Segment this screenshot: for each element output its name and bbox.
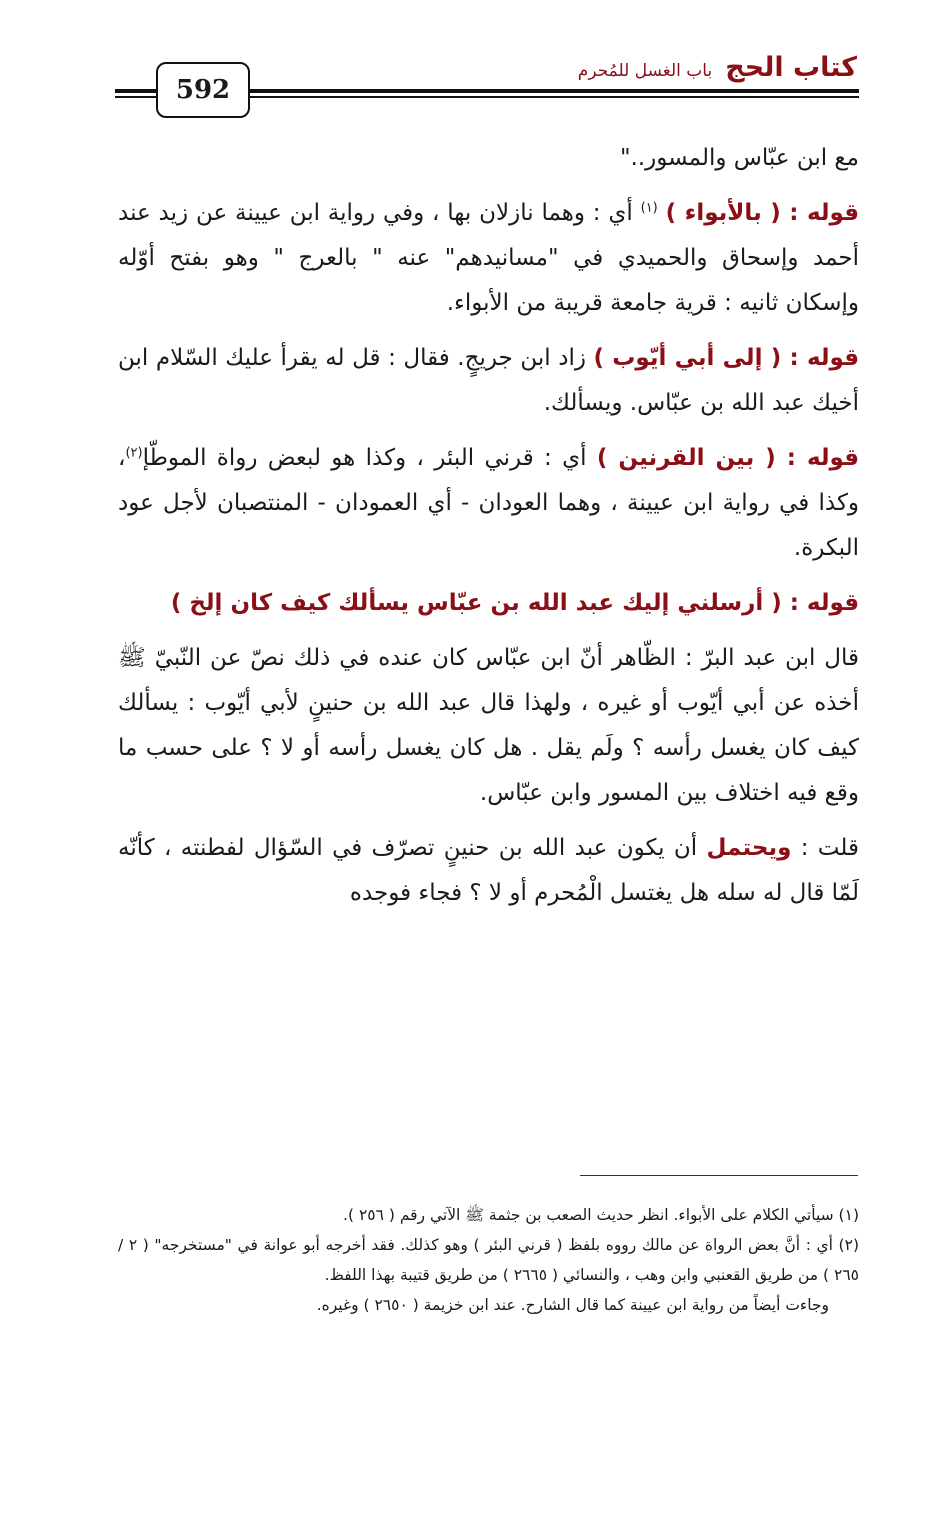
keyword: قوله : ( أرسلني إليك عبد الله بن عبّاس يسألك كيف كان إلخ ) xyxy=(170,590,859,616)
running-header xyxy=(578,52,857,83)
keyword: قوله : ( بالأبواء ) xyxy=(665,200,860,226)
keyword: قوله : ( إلى أبي أيّوب ) xyxy=(593,345,860,371)
keyword: قوله : ( بين القرنين ) xyxy=(596,445,860,471)
paragraph-text: زاد ابن جريجٍ. فقال : قل له يقرأ عليك السّلام ابن أخيك عبد الله بن عبّاس. ويسألك. xyxy=(118,345,859,416)
paragraph xyxy=(118,636,859,816)
paragraph xyxy=(118,581,859,626)
chapter-title: باب الغسل للمُحرم xyxy=(577,61,713,81)
paragraph-text: أي : وهما نازلان بها ، وفي رواية ابن عيينة عن زيد عند أحمد وإسحاق والحميدي في "مسانيدهم" عنه " بالعرج " وهو بفتح أوّله وإسكان ثانيه : قرية جامعة قريبة من الأبواء. xyxy=(118,200,859,316)
paragraph-text: مع ابن عبّاس والمسور.." xyxy=(619,145,859,171)
keyword: ويحتمل xyxy=(706,835,792,861)
footnote: وجاءت أيضاً من رواية ابن عيينة كما قال الشارح. عند ابن خزيمة ( ٢٦٥٠ ) وغيره. xyxy=(316,1296,829,1314)
book-title: كتاب الحج xyxy=(725,52,857,83)
paragraph-text: قال ابن عبد البرّ : الظّاهر أنّ ابن عبّاس كان عنده في ذلك نصّ عن النّبيّ ﷺ أخذه عن أبي أيّوب أو غيره ، ولهذا قال عبد الله بن حنينٍ لأبي أيّوب : يسألك كيف كان يغسل رأسه ؟ ولَم يقل . هل كان يغسل رأسه أو لا ؟ على حسب ما وقع فيه اختلاف بين المسور وابن عبّاس. xyxy=(118,645,859,806)
paragraph xyxy=(118,436,859,571)
paragraph-text: أي : قرني البئر ، وكذا هو لبعض رواة الموطّإ xyxy=(142,445,587,471)
paragraph xyxy=(118,136,859,181)
footnote: (٢) أي : أنَّ بعض الرواة عن مالك رووه بلفظ ( قرني البئر ) وهو كذلك. فقد أخرجه أبو عوانة في "مستخرجه" ( ٢ / ٢٦٥ ) من طريق القعنبي وابن وهب ، والنسائي ( ٢٦٦٥ ) من طريق قتيبة بهذا اللفظ. xyxy=(118,1236,859,1284)
footnote: (١) سيأتي الكلام على الأبواء. انظر حديث الصعب بن جثمة ﷺ الآتي رقم ( ٢٥٦ ). xyxy=(343,1206,859,1224)
footnote-separator xyxy=(580,1175,858,1176)
page-number: 592 xyxy=(156,62,250,118)
footnotes xyxy=(118,1200,859,1320)
paragraph xyxy=(118,191,859,326)
paragraph-text: قلت : xyxy=(791,835,859,861)
paragraph-text: ، وكذا في رواية ابن عيينة ، وهما العودان - أي العمودان - المنتصبان لأجل عود البكرة. xyxy=(118,445,859,561)
paragraph xyxy=(118,826,859,916)
footnote-ref[interactable]: (١) xyxy=(640,200,658,216)
paragraph-text: أن يكون عبد الله بن حنينٍ تصرّف في السّؤال لفطنته ، كأنّه لَمّا قال له سله هل يغتسل الْمُحرم أو لا ؟ فجاء فوجده xyxy=(118,835,859,906)
main-text xyxy=(118,136,859,926)
footnote-ref[interactable]: (٢) xyxy=(125,445,143,461)
paragraph xyxy=(118,336,859,426)
